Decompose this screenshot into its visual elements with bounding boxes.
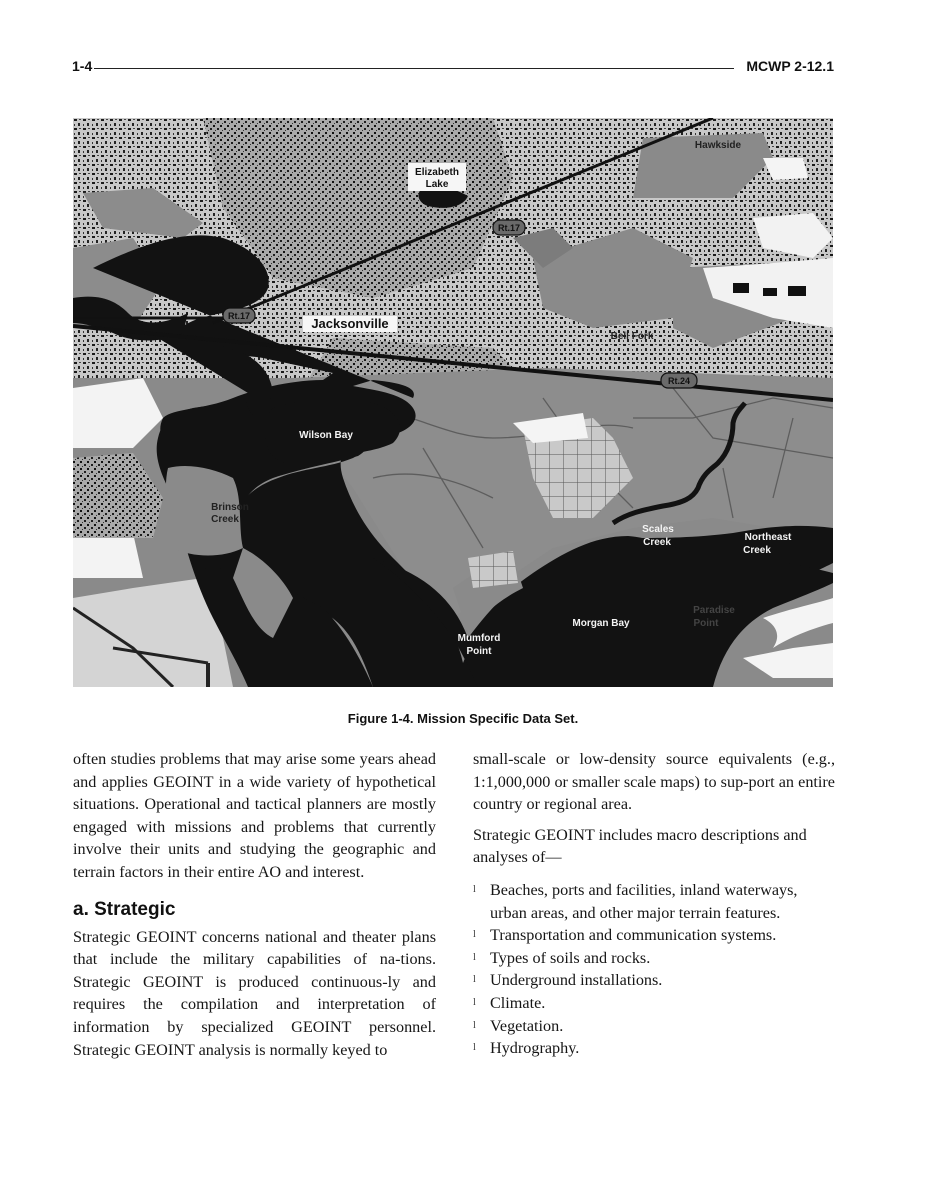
list-item [473,992,835,1015]
svg-text:Lake: Lake [425,179,449,190]
map-figure [73,118,833,687]
svg-text:Creek: Creek [643,537,671,548]
list-item [473,924,835,947]
route-shield-rt17-b [493,220,525,235]
label-hawkside: Hawkside [694,140,742,151]
bullet-icon: l [473,974,476,986]
label-wilson-bay: Wilson Bay [299,430,353,441]
running-header [72,58,834,78]
svg-text:Northeast: Northeast [744,532,792,543]
figure-caption: Figure 1-4. Mission Specific Data Set. [347,711,579,726]
body-paragraph: Strategic GEOINT concerns national and theater plans that include the military capabilities of na-tions. Strategic GEOINT is produced continuous-ly and requires the compilation and interpretation of information by specialized GEOINT personnel. Strategic GEOINT analysis is normally keyed to [73,927,436,1059]
bullet-icon: l [473,929,476,941]
svg-text:Elizabeth: Elizabeth [415,167,459,178]
body-paragraph: often studies problems that may arise some years ahead and applies GEOINT in a wide variety of hypothetical situations. Operational and tactical planners are mostly engaged with missions and problems that currently involve their units and studying the geographic and terrain factors in their entire AO and interest. [73,750,436,881]
building [733,283,749,293]
list-item [473,969,835,992]
svg-text:Paradise: Paradise [693,605,735,616]
list-item-text: Climate. [490,993,546,1012]
svg-text:Scales: Scales [642,524,674,535]
route-shield-rt24 [661,373,697,388]
page-number: 1-4 [72,58,93,74]
list-item-text: Vegetation. [490,1016,564,1035]
bullet-icon: l [473,1042,476,1054]
bullet-icon: l [473,883,476,895]
list-item [473,947,835,970]
label-jacksonville [303,316,397,332]
svg-text:Creek: Creek [743,545,771,556]
publication-id: MCWP 2-12.1 [746,58,834,74]
list-item-text: Hydrography. [490,1039,580,1058]
list-item-text: Beaches, ports and facilities, inland waterways, urban areas, and other major terrain features. [490,880,798,922]
list-item [473,1037,835,1060]
list-item [473,1015,835,1038]
label-morgan-bay: Morgan Bay [572,618,630,629]
svg-text:Rt.17: Rt.17 [497,223,521,233]
list-item-text: Underground installations. [490,971,663,990]
body-paragraph: small-scale or low-density source equivalents (e.g., 1:1,000,000 or smaller scale maps) to sup-port an entire country or regional area. [473,750,835,814]
building [788,286,806,296]
right-column [473,748,835,1060]
bullet-icon: l [473,951,476,963]
bullet-icon: l [473,1019,476,1031]
bullet-list [473,879,835,1060]
svg-text:Point: Point [466,646,492,657]
list-item-text: Types of soils and rocks. [490,948,651,967]
section-heading-strategic: a. Strategic [73,898,176,920]
route-shield-rt17-a [223,308,255,323]
header-rule [94,68,734,69]
svg-text:Rt.17: Rt.17 [227,311,251,321]
svg-text:Point: Point [693,618,719,629]
map-image [73,118,833,687]
pond [201,567,225,581]
label-elizabeth-lake [408,163,466,191]
svg-text:Mumford: Mumford [457,633,501,644]
list-item [473,879,835,924]
list-item-text: Transportation and communication systems. [490,926,777,945]
bullet-icon: l [473,996,476,1008]
svg-text:Jacksonville: Jacksonville [311,316,389,331]
svg-text:Brinson: Brinson [211,502,249,513]
svg-text:Rt.24: Rt.24 [667,376,691,386]
left-column [73,748,436,1061]
building [763,288,777,296]
body-paragraph: Strategic GEOINT includes macro descriptions and analyses of— [473,825,807,867]
label-bell-fork: Bell Fork [610,331,654,342]
svg-text:Creek: Creek [211,514,239,525]
